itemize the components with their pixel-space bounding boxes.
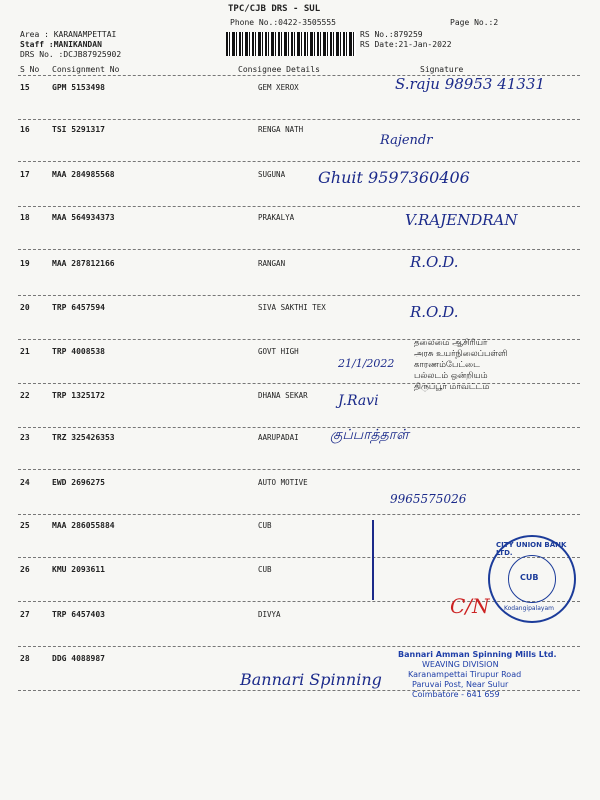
page-number: Page No.:2 [450, 18, 499, 27]
school-stamp-line: தலைமை ஆசிரியர் [414, 338, 488, 348]
row-sno: 16 [20, 125, 30, 134]
drs-number: DRS No. :DCJB87925902 [20, 50, 122, 59]
row-sno: 23 [20, 433, 30, 442]
row-signature: Ghuit 9597360406 [318, 168, 470, 187]
row-consignee: SIVA SAKTHI TEX [258, 303, 326, 312]
row-sno: 25 [20, 521, 30, 530]
staff-label: Staff :MANIKANDAN [20, 40, 102, 49]
col-signature: Signature [420, 65, 464, 74]
row-consignee: GOVT HIGH [258, 347, 299, 356]
row-consignment-no: TRZ 325426353 [52, 433, 115, 442]
row-consignee: AUTO MOTIVE [258, 478, 308, 487]
barcode [226, 32, 356, 56]
row-consignment-no: MAA 287812166 [52, 259, 115, 268]
school-stamp-line: பல்லடம் ஒன்றியம் [414, 371, 488, 381]
row-sno: 26 [20, 565, 30, 574]
row-consignee: PRAKALYA [258, 213, 295, 222]
bannari-stamp [398, 650, 578, 700]
table-row [0, 391, 600, 429]
row-signature: R.O.D. [410, 253, 459, 271]
row-consignment-no: TRP 1325172 [52, 391, 105, 400]
row-sno: 24 [20, 478, 30, 487]
school-stamp-line: அரசு உயர்நிலைப்பள்ளி [414, 349, 508, 359]
row-sno: 22 [20, 391, 30, 400]
rs-date: RS Date:21-Jan-2022 [360, 40, 452, 49]
table-row [0, 303, 600, 341]
school-stamp-line: திருப்பூர் மாவட்டம் [414, 382, 490, 392]
row-signature: 21/1/2022 [338, 357, 395, 370]
row-consignment-no: TSI 5291317 [52, 125, 105, 134]
table-row [0, 125, 600, 163]
table-row [0, 213, 600, 251]
school-stamp-line: காரணம்பேட்டை [414, 360, 480, 370]
row-divider [18, 427, 580, 428]
row-consignment-no: GPM 5153498 [52, 83, 105, 92]
row-divider [18, 249, 580, 250]
table-row [0, 253, 600, 297]
bannari-stamp-line: Coimbatore - 641 659 [412, 690, 500, 699]
bannari-stamp-line: Karanampettai Tirupur Road [408, 670, 522, 679]
row-consignee: DIVYA [258, 610, 281, 619]
row-consignee: DHANA SEKAR [258, 391, 308, 400]
row-signature: S.raju 98953 41331 [395, 75, 545, 93]
bank-seal-mid: CUB [520, 573, 539, 582]
row-signature: J.Ravi [338, 393, 379, 409]
table-row [0, 427, 600, 471]
row-consignment-no: DDG 4088987 [52, 654, 105, 663]
row-consignment-no: TRP 6457594 [52, 303, 105, 312]
row-divider [18, 206, 580, 207]
row-divider [18, 295, 580, 296]
row-divider [18, 469, 580, 470]
col-consignment: Consignment No [52, 65, 120, 74]
table-row [0, 478, 600, 516]
row-sno: 27 [20, 610, 30, 619]
row-consignment-no: MAA 286055884 [52, 521, 115, 530]
row-consignment-no: EWD 2696275 [52, 478, 105, 487]
table-row [0, 75, 600, 121]
row-sno: 15 [20, 83, 30, 92]
row-sno: 19 [20, 259, 30, 268]
row-sno: 20 [20, 303, 30, 312]
row-sno: 18 [20, 213, 30, 222]
row-consignee: AARUPADAI [258, 433, 299, 442]
phone-number: Phone No.:0422-3505555 [230, 18, 336, 27]
row-sno: 17 [20, 170, 30, 179]
row-consignee: RANGAN [258, 259, 286, 268]
row-consignee: RENGA NATH [258, 125, 304, 134]
row-divider [18, 646, 580, 647]
row-signature: R.O.D. [410, 303, 459, 321]
row-sno: 21 [20, 347, 30, 356]
row-consignment-no: TRP 6457403 [52, 610, 105, 619]
row-signature: 9965575026 [390, 492, 467, 506]
row-consignee: CUB [258, 521, 272, 530]
bank-seal [488, 535, 576, 623]
bank-seal-top: CITY UNION BANK LTD. [496, 541, 567, 557]
row-consignment-no: TRP 4008538 [52, 347, 105, 356]
school-stamp [414, 338, 574, 393]
row-consignee: SUGUNA [258, 170, 286, 179]
row-divider [18, 161, 580, 162]
bannari-stamp-line: Paruvai Post, Near Sulur [412, 680, 509, 689]
row-signature: V.RAJENDRAN [405, 211, 518, 229]
row-divider [18, 514, 580, 515]
bannari-stamp-line: Bannari Amman Spinning Mills Ltd. [398, 650, 557, 659]
row-consignee: GEM XEROX [258, 83, 299, 92]
row-signature: Rajendr [380, 133, 433, 148]
bannari-stamp-line: WEAVING DIVISION [422, 660, 499, 669]
row-consignment-no: KMU 2093611 [52, 565, 105, 574]
sheet-title: TPC/CJB DRS - SUL [228, 4, 321, 14]
col-consignee: Consignee Details [238, 65, 320, 74]
row-consignment-no: MAA 564934373 [52, 213, 115, 222]
row-sno: 28 [20, 654, 30, 663]
area-label: Area : KARANAMPETTAI [20, 30, 117, 39]
row-consignee: CUB [258, 565, 272, 574]
row-signature: குப்பாத்தாள் [330, 427, 409, 443]
table-row [0, 170, 600, 208]
row-divider [18, 119, 580, 120]
row-signature: Bannari Spinning [240, 670, 382, 689]
row-signature: C/N [450, 594, 490, 618]
rs-number: RS No.:879259 [360, 30, 423, 39]
ink-line [372, 520, 374, 600]
row-consignment-no: MAA 284985568 [52, 170, 115, 179]
bank-seal-bottom: Kodangipalayam [504, 605, 554, 612]
col-sno: S No [20, 65, 40, 74]
